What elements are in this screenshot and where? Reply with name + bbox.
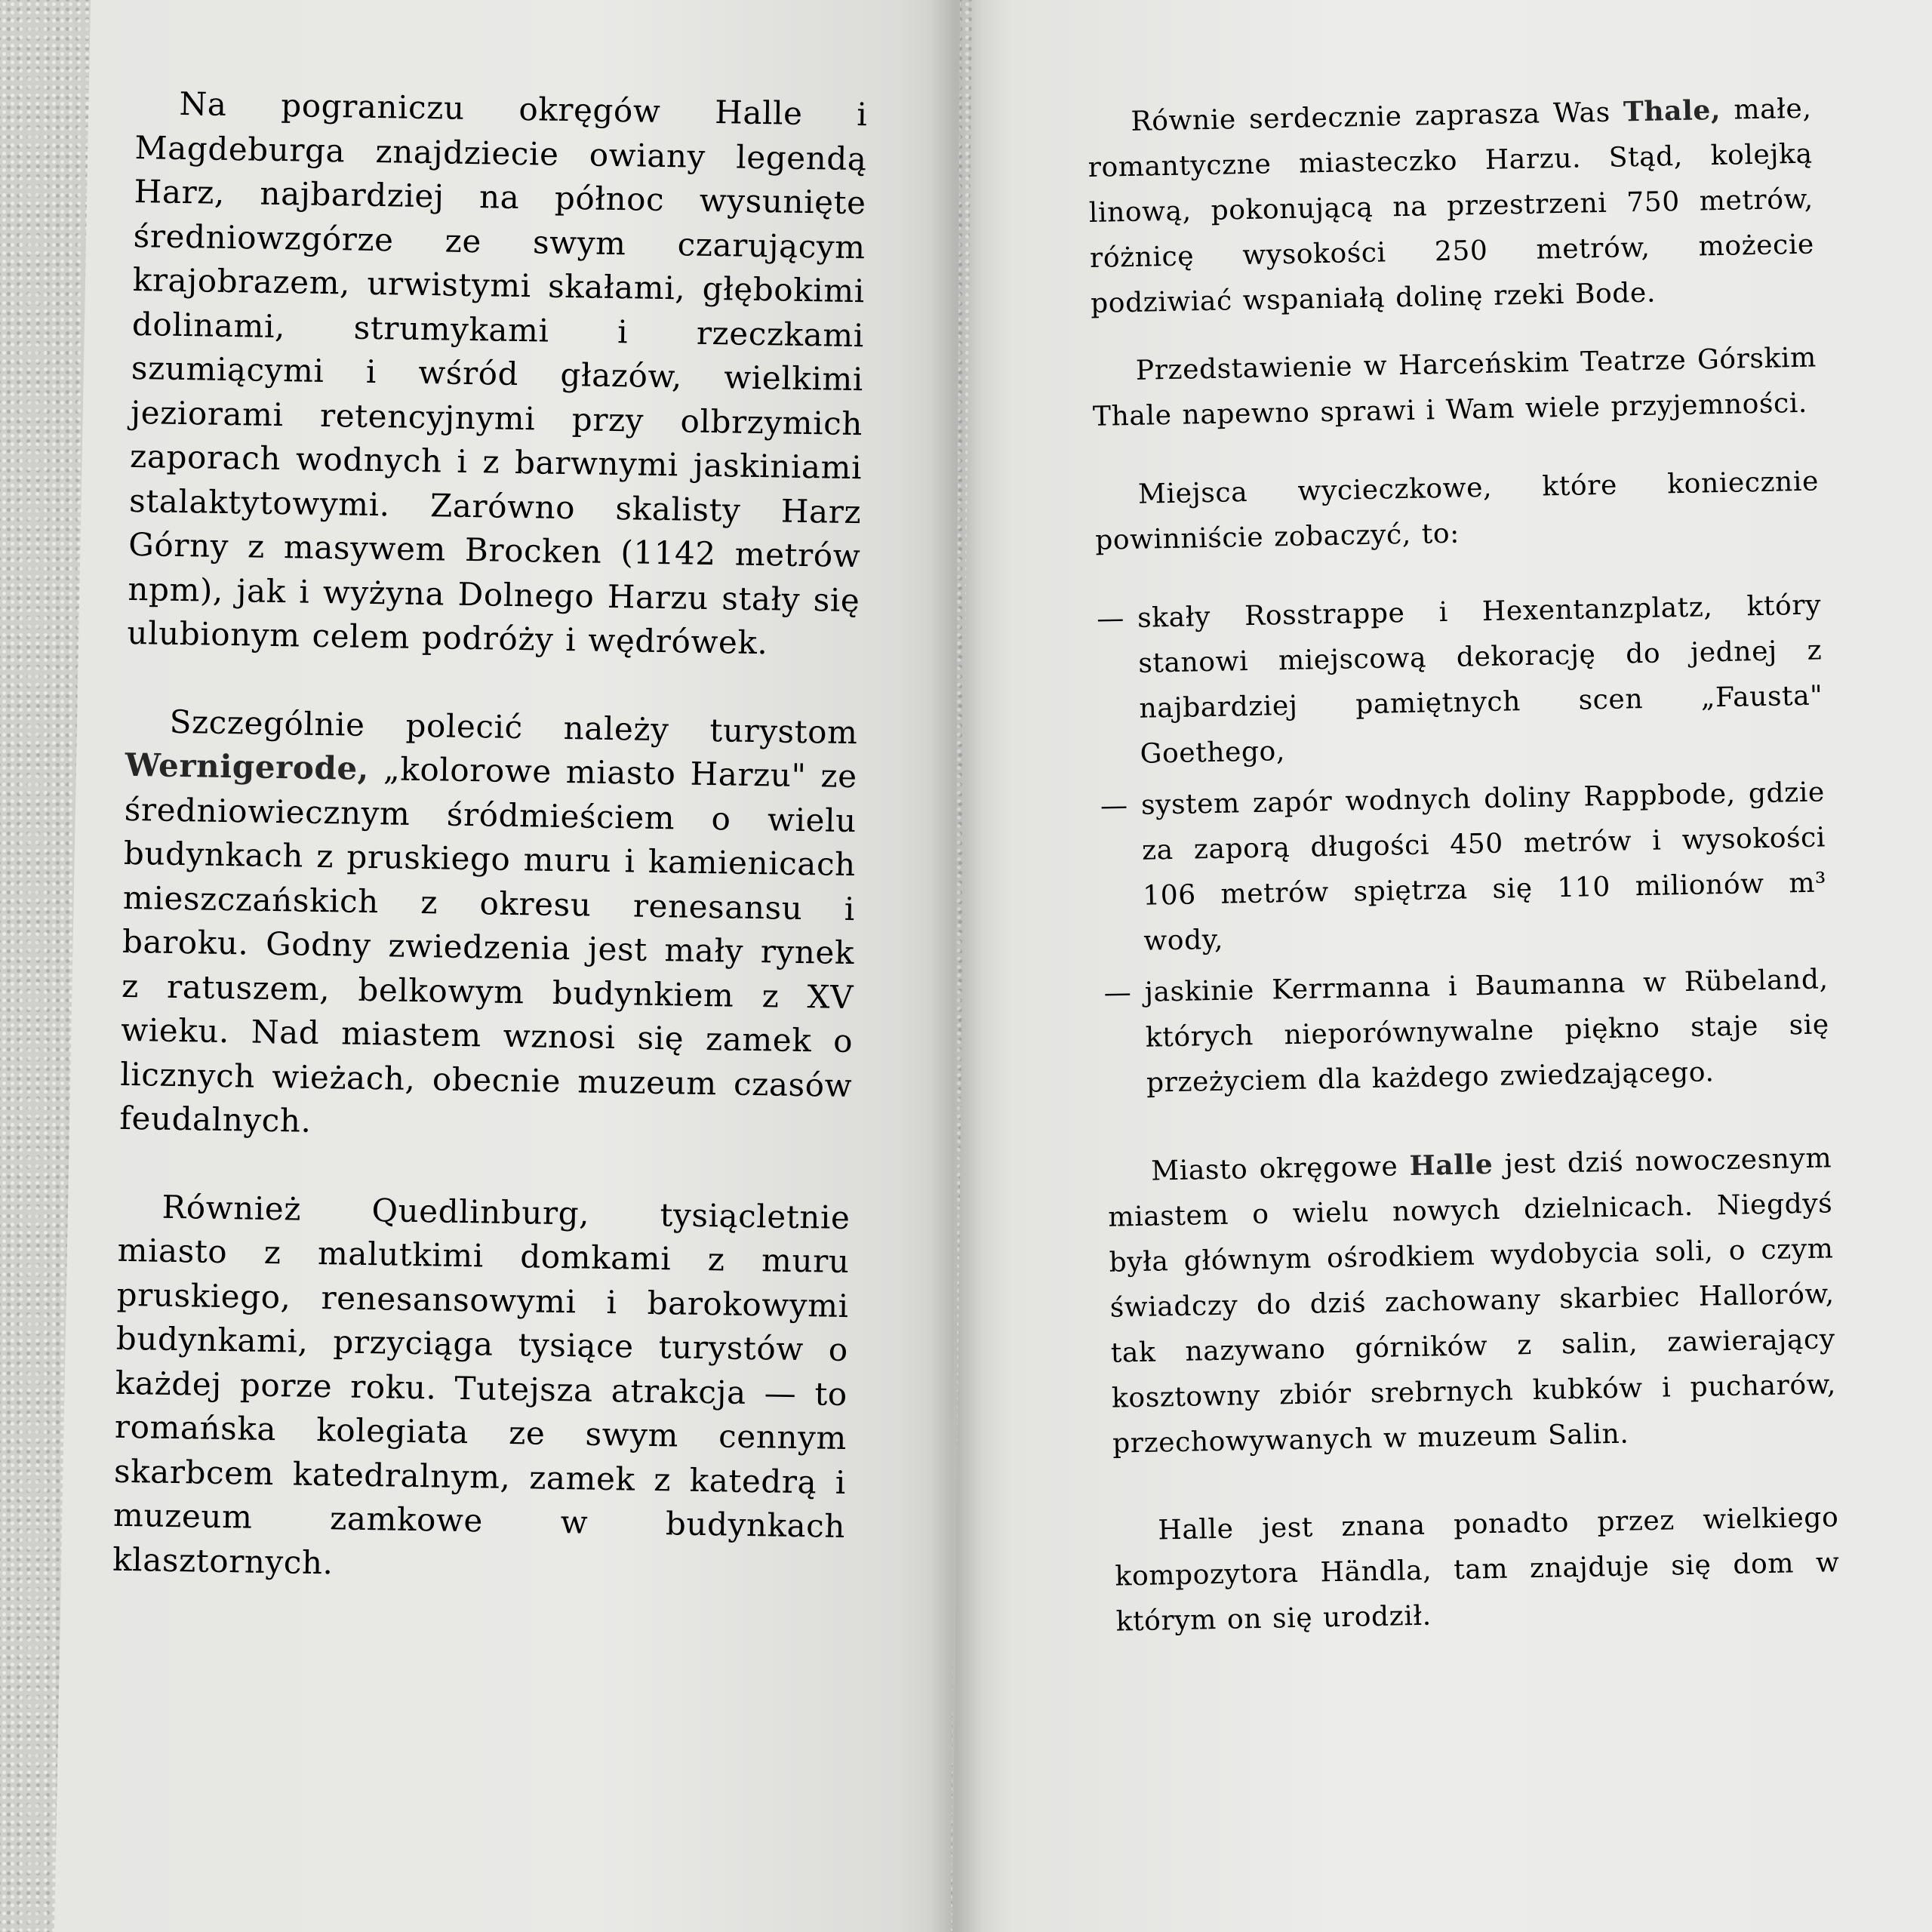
paragraph-handel: Halle jest znana ponadto przez wielkiego kompozytora Händla, tam znajduje się dom w którym on się urodził. <box>1115 1502 1840 1638</box>
paragraph-wernigerode <box>119 699 858 1152</box>
list-item-text: skały Rosstrappe i Hexentanzplatz, który stanowi miejscową dekorację do jednej z najbardziej pamiętnych scen „Fausta" Goethego, <box>1137 589 1823 770</box>
left-text-column <box>112 82 868 1593</box>
paragraph-harz-intro: Na pograniczu okręgów Halle i Magdeburga znajdziecie owiany legendą Harz, najbardziej na północ wysunięte średniowzgórze ze swym czarującym krajobrazem, urwistymi skałami, głębokimi dolinami, strumykami i rzeczkami szumiącymi i wśród głazów, wielkimi jeziorami retencyjnymi przy olbrzymich zaporach wodnych i z barwnymi jaskiniami stalaktytowymi. Zarówno skalisty Harz Górny z masywem Brocken (1142 metrów npm), jak i wyżyna Dolnego Harzu stały się ulubionym celem podróży i wędrówek. <box>127 85 868 662</box>
halle-body: jest dziś nowoczesnym miastem o wielu nowych dzielnicach. Niegdyś była głównym ośrodkiem wydobycia soli, o czym świadczy do dziś zachowany skarbiec Hallorów, tak nazywano górników z salin, zawierający kosztowny zbiór srebrnych kubków i pucharów, przechowywanych w muzeum Salin. <box>1108 1143 1837 1460</box>
list-dash: — <box>1100 790 1128 822</box>
thale-name: Thale, <box>1623 94 1721 128</box>
thale-body: małe, romantyczne miasteczko Harzu. Stąd, kolejką linową, pokonującą na przestrzeni 750 metrów, różnicę wysokości 250 metrów, możecie podziwiać wspaniałą dolinę rzeki Bode. <box>1088 93 1815 319</box>
halle-name: Halle <box>1409 1148 1494 1183</box>
paragraph-excursions: Miejsca wycieczkowe, które koniecznie powinniście zobaczyć, to: <box>1094 466 1820 556</box>
excursion-list <box>1097 583 1831 1106</box>
list-item <box>1097 583 1824 777</box>
wernigerode-body: „kolorowe miasto Harzu" ze średniowiecznym śródmieściem o wielu budynkach z pruskiego muru i kamienicach mieszczańskich z okresu renesansu i baroku. Godny zwiedzenia jest mały rynek z ratuszem, belkowym budynkiem z XV wieku. Nad miastem wznosi się zamek o licznych wieżach, obecnie muzeum czasów feudalnych. <box>119 749 858 1140</box>
paragraph-thale <box>1087 86 1816 327</box>
list-dash: — <box>1103 977 1132 1009</box>
right-text-column <box>1087 86 1841 1645</box>
wernigerode-lead: Szczególnie polecić należy turystom <box>169 703 858 751</box>
thale-lead: Równie serdecznie zaprasza Was <box>1131 97 1624 137</box>
halle-lead: Miasto okręgowe <box>1150 1151 1411 1187</box>
paragraph-quedlinburg: Również Quedlinburg, tysiącletnie miasto z malutkimi domkami z muru pruskiego, renesansowymi i barokowymi budynkami, przyciąga tysiące turystów o każdej porze roku. Tutejsza atrakcja — to romańska kolegiata ze swym cennym skarbcem katedralnym, zamek z katedrą i muzeum zamkowe w budynkach klasztornych. <box>112 1188 851 1581</box>
list-item <box>1100 770 1827 964</box>
paragraph-halle <box>1107 1135 1838 1466</box>
list-item-text: jaskinie Kerrmanna i Baumanna w Rübeland, których nieporównywalne piękno staje się przeżyciem dla każdego zwiedzającego. <box>1144 964 1830 1099</box>
list-item <box>1103 957 1830 1106</box>
list-item-text: system zapór wodnych doliny Rappbode, gdzie za zaporą długości 450 metrów i wysokości 106 metrów spiętrza się 110 milionów m³ wody, <box>1140 777 1827 957</box>
list-dash: — <box>1096 603 1125 635</box>
wernigerode-name: Wernigerode, <box>125 746 370 787</box>
paragraph-theatre: Przedstawienie w Harceńskim Teatrze Górskim Thale napewno sprawi i Wam wiele przyjemności. <box>1092 342 1817 432</box>
booklet-gutter <box>930 0 983 1932</box>
